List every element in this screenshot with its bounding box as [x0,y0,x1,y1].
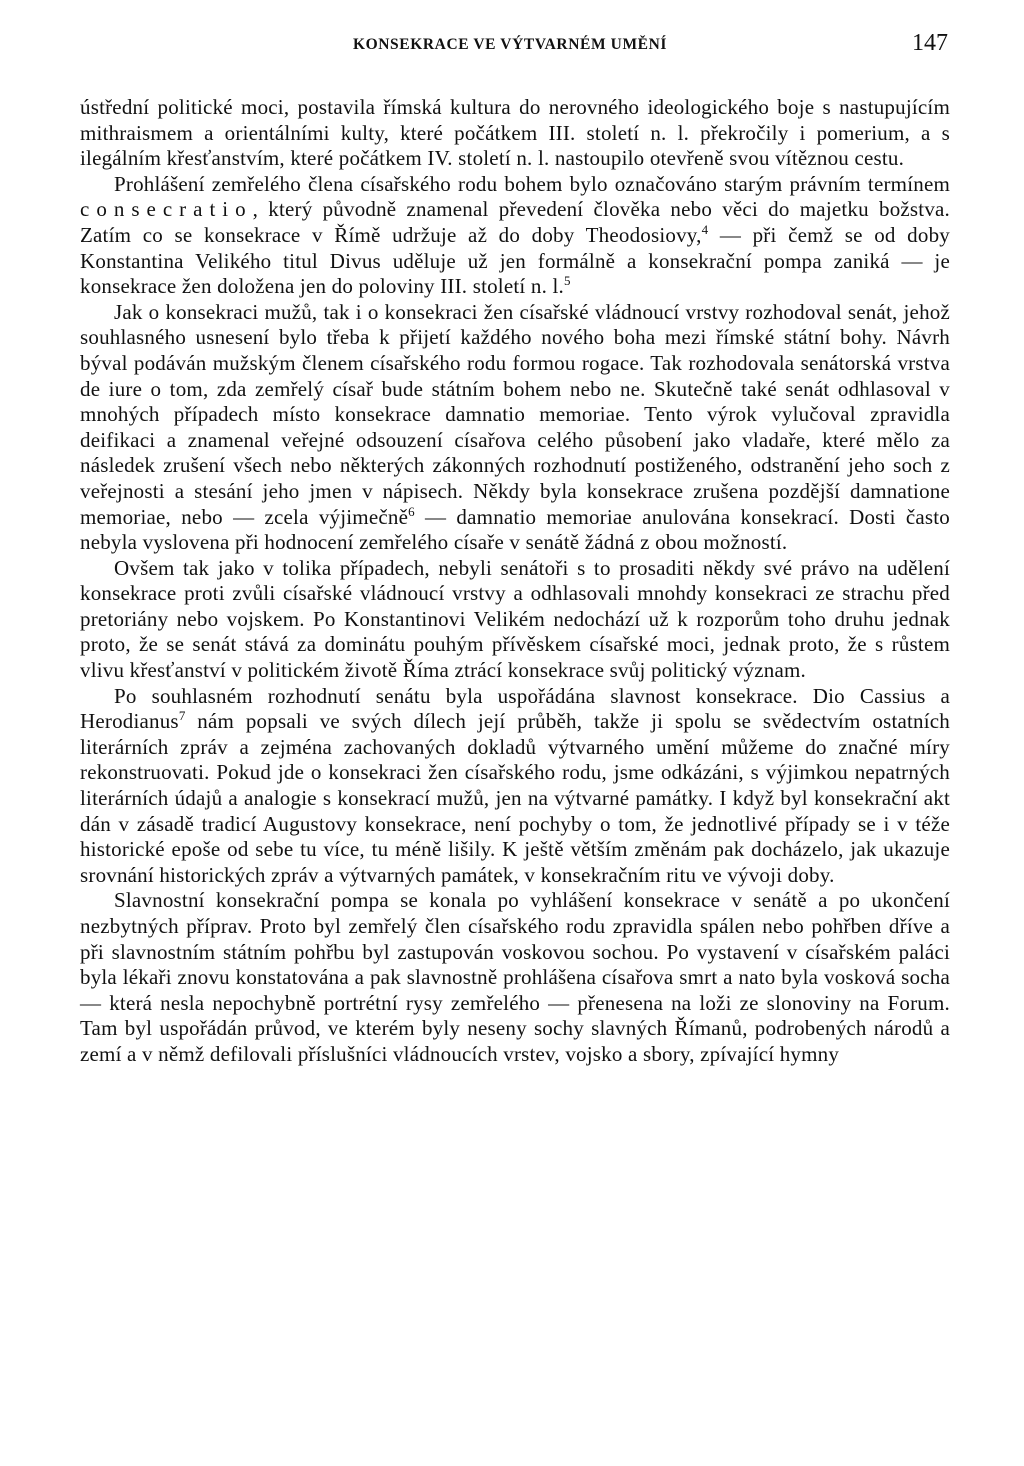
paragraph-text: Ovšem tak jako v tolika případech, nebyli senátoři s to prosaditi někdy své právo na udělení konsekrace proti zvůli císařské vládnoucí vrstvy a odhlasovali mnohdy konsekraci ze strachu před pretoriány nebo vojskem. Po Konstantinovi Velikém nedochází už k rozporům toho druhu jednak proto, že se senát stává za dominátu pouhým přívěskem císařské moci, jednak proto, že s růstem vlivu křesťanství v politickém životě Říma ztrácí konsekrace svůj politický význam. [80,555,950,683]
paragraph-text: , který původně znamenal převedení člověka nebo věci do majetku božstva. Zatím co se konsekrace v Římě udržuje až do doby Theodosiovy, [80,197,950,247]
page-number: 147 [912,30,948,56]
paragraph-text: — při čemž se od doby Konstantina Velikého titul Divus uděluje už jen formálně a konsekrační pompa zaniká — je konsekrace žen doložena jen do poloviny III. století n. l. [80,222,950,299]
paragraph-text: Jak o konsekraci mužů, tak i o konsekraci žen císařské vládnoucí vrstvy rozhodoval senát, jehož souhlasného usnesení bylo třeba k přijetí každého nového boha mezi římské státní bohy. Návrh býval podáván mužským členem císařského rodu formou rogace. Tak rozhodovala senátorská vrstva de iure o tom, zda zemřelý císař bude státním bohem nebo ne. Skutečně také senát odhlasoval v mnohých případech místo konsekrace damnatio memoriae. Tento výrok vylučoval zpravidla deifikaci a znamenal veřejné odsouzení císařova celého působení jako vladaře, které mělo za následek zrušení všech nebo některých zákonných rozhodnutí postiženého, odstranění jeho soch z veřejnosti a stesání jeho jmen v nápisech. Někdy byla konsekrace zrušena pozdější damnatione memoriae, nebo — zcela výjimečně [80,299,950,529]
paragraph-3 [80,300,950,556]
footnote-ref-5: 5 [563,273,571,289]
paragraph-1 [80,95,950,172]
running-title: KONSEKRACE VE VÝTVARNÉM UMĚNÍ [352,36,668,53]
footnote-ref-4: 4 [701,221,709,237]
paragraph-text: — damnatio memoriae anulována konsekrací. Dosti často nebyla vyslovena při hodnocení zemřelého císaře v senátě žádná z obou možností. [80,504,950,555]
paragraph-2 [80,172,950,300]
paragraph-text: Prohlášení zemřelého člena císařského rodu bohem bylo označováno starým právním termínem [114,171,950,196]
body-text [80,95,950,1068]
footnote-ref-7: 7 [178,708,186,724]
footnote-ref-6: 6 [408,503,415,519]
paragraph-text: ústřední politické moci, postavila římská kultura do nerovného ideologického boje s nastupujícím mithraismem a orientálními kulty, které počátkem III. století n. l. překročily i pomerium, a s ilegálním křesťanstvím, které počátkem IV. století n. l. nastoupilo otevřeně svou vítěznou cestu. [80,95,950,171]
latin-term-consecratio: consecratio [80,197,253,222]
paragraph-text: Slavnostní konsekrační pompa se konala po vyhlášení konsekrace v senátě a po ukončení nezbytných příprav. Proto byl zemřelý člen císařského rodu zpravidla spálen nebo pohřben dříve a při slavnostním státním pohřbu byl zastupován voskovou sochou. Po vystavení v císařském paláci byla lékaři znovu konstatována a pak slavnostně prohlášena císařova smrt a nato byla vosková socha — která nesla nepochybně portrétní rysy zemřelého — přenesena na loži ze slonoviny na Forum. Tam byl uspořádán průvod, ve kterém byly neseny sochy slavných Římanů, podrobených národů a zemí a v němž defilovali příslušníci vládnoucích vrstev, vojsko a sbory, zpívající hymny [80,888,950,1066]
paragraph-6 [80,888,950,1067]
paragraph-text: Po souhlasném rozhodnutí senátu byla uspořádána slavnost konsekrace. Dio Cassius a Herodianus [80,683,950,734]
paragraph-text: nám popsali ve svých dílech její průběh, takže ji spolu se svědectvím ostatních literárních zpráv a zejména zachovaných dokladů výtvarného umění můžeme do značné míry rekonstruovati. Pokud jde o konsekraci žen císařského rodu, jsme odkázáni, s výjimkou nepatrných literárních údajů a analogie s konsekrací mužů, jen na výtvarné památky. I když byl konsekrační akt dán v zásadě tradicí Augustovy konsekrace, není pochyby o tom, že jednotlivé případy se i v téže historické epoše od sebe tu více, tu méně lišily. K ještě větším změnám pak docházelo, jak ukazuje srovnání historických zpráv a výtvarných památek, v konsekračním ritu ve vývoji doby. [80,709,950,887]
paragraph-4 [80,556,950,684]
paragraph-5 [80,684,950,889]
